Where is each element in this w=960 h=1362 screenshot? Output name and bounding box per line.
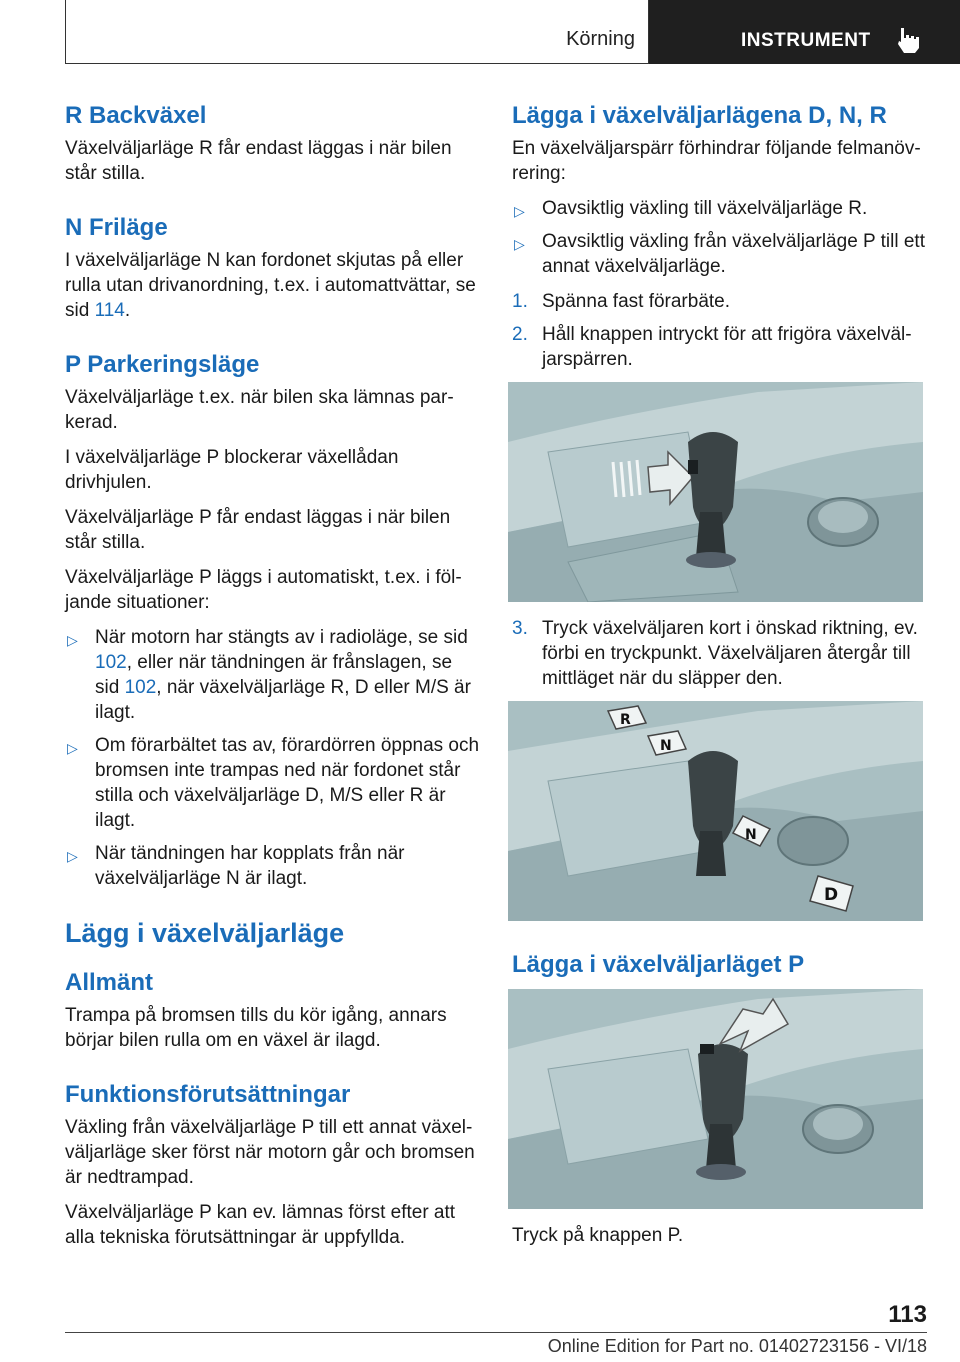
- n-neutral-text: I växelväljarläge N kan fordonet skjutas på eller rulla utan drivanordning, t.ex. i automattvättar, se sid 114.: [65, 250, 476, 321]
- general-heading: Allmänt: [65, 969, 154, 996]
- list-item: ▷ Oavsiktlig växling till växelväljarläge R.: [512, 196, 927, 221]
- fig-label: R: [620, 712, 631, 728]
- page-ref-link[interactable]: 102: [124, 677, 157, 698]
- steps-list-b: [512, 616, 927, 691]
- footer-divider: [65, 1332, 927, 1333]
- triangle-bullet-icon: ▷: [514, 203, 525, 219]
- steps-list-a: [512, 289, 927, 372]
- p-park-heading: P Parkeringsläge: [65, 351, 260, 378]
- hand-pointer-icon: [895, 26, 921, 59]
- gear-selector-unlock-figure: [508, 382, 923, 602]
- r-reverse-text: Växelväljarläge R får endast läggas i när bilen står stilla.: [65, 138, 452, 184]
- list-item: ▷ När motorn har stängts av i radioläge, se sid 102, eller när tändningen är frånslagen, se sid 102, när växelväljarläge R, D eller M/S är ilagt.: [67, 627, 471, 723]
- r-reverse-heading: R Backväxel: [65, 102, 207, 129]
- list-item: ▷ Om förarbältet tas av, förardörren öppnas och bromsen inte trampas ned när fordonet står stilla och växelväljarläge D, M/S eller R är ilagt.: [67, 735, 480, 831]
- p-park-text-1: Växelväljarläge t.ex. när bilen ska lämnas parkerad.: [65, 387, 454, 433]
- auto-park-list: [65, 625, 480, 891]
- p-engage-text: Tryck på knappen P.: [512, 1225, 684, 1246]
- step-number: 1.: [512, 291, 528, 312]
- prerequisites-text-2: Växelväljarläge P kan ev. lämnas först efter att alla tekniska förutsättningar är uppfyllda.: [65, 1202, 456, 1248]
- fig-label: D: [824, 885, 839, 905]
- dnr-heading: Lägga i växelväljarlägena D, N, R: [512, 102, 887, 129]
- p-park-text-4: Växelväljarläge P läggs i automatiskt, t.ex. i följande situationer:: [65, 567, 462, 613]
- list-item: ▷ När tändningen har kopplats från när växelväljarläge N är ilagt.: [67, 843, 405, 889]
- triangle-bullet-icon: ▷: [67, 848, 78, 864]
- section-title: Körning: [566, 28, 635, 50]
- dnr-text: En växelväljarspärr förhindrar följande felmanövrering:: [512, 138, 921, 184]
- fig-label: N: [660, 738, 672, 754]
- edition-footer: Online Edition for Part no. 01402723156 - VI/18: [547, 1336, 927, 1356]
- list-item: ▷ Oavsiktlig växling från växelväljarläge P till ett annat växelväljarläge.: [514, 231, 925, 277]
- page-number: 113: [888, 1301, 927, 1328]
- chapter-label: INSTRUMENT: [741, 30, 871, 51]
- triangle-bullet-icon: ▷: [67, 740, 78, 756]
- triangle-bullet-icon: ▷: [67, 632, 78, 648]
- list-item: 2. Håll knappen intryckt för att frigöra växelväljarspärren.: [512, 324, 912, 370]
- triangle-bullet-icon: ▷: [514, 236, 525, 252]
- chapter-tab[interactable]: [649, 0, 960, 64]
- p-engage-heading: Lägga i växelväljarläget P: [512, 951, 805, 978]
- list-item: 1. Spänna fast förarbäte.: [512, 291, 731, 312]
- step-number: 2.: [512, 324, 528, 345]
- engage-gear-heading: Lägg i växelväljarläge: [65, 918, 345, 948]
- page-ref-link[interactable]: 102: [95, 652, 127, 673]
- gear-selector-directions-figure: [508, 701, 923, 921]
- page-ref-link[interactable]: 114: [94, 300, 125, 321]
- prerequisites-text-1: Växling från växelväljarläge P till ett annat växelväljarläge sker först när motorn går och bromsen är nedtrampad.: [65, 1117, 475, 1188]
- misoperation-list: [512, 196, 927, 279]
- p-park-text-2: I växelväljarläge P blockerar växellådan drivhjulen.: [65, 447, 399, 493]
- step-number: 3.: [512, 618, 528, 639]
- fig-label: N: [745, 827, 757, 843]
- general-text: Trampa på bromsen tills du kör igång, annars börjar bilen rulla om en växel är ilagd.: [65, 1005, 447, 1051]
- list-item: 3. Tryck växelväljaren kort i önskad riktning, ev. förbi en tryckpunkt. Växelväljaren återgår till mittläget när du släpper den.: [512, 618, 918, 689]
- p-park-text-3: Växelväljarläge P får endast läggas i när bilen står stilla.: [65, 507, 451, 553]
- left-column: [65, 100, 480, 1260]
- right-column: [512, 100, 927, 1258]
- prerequisites-heading: Funktionsförutsättningar: [65, 1081, 351, 1108]
- park-button-figure: [508, 989, 923, 1209]
- n-neutral-heading: N Friläge: [65, 214, 168, 241]
